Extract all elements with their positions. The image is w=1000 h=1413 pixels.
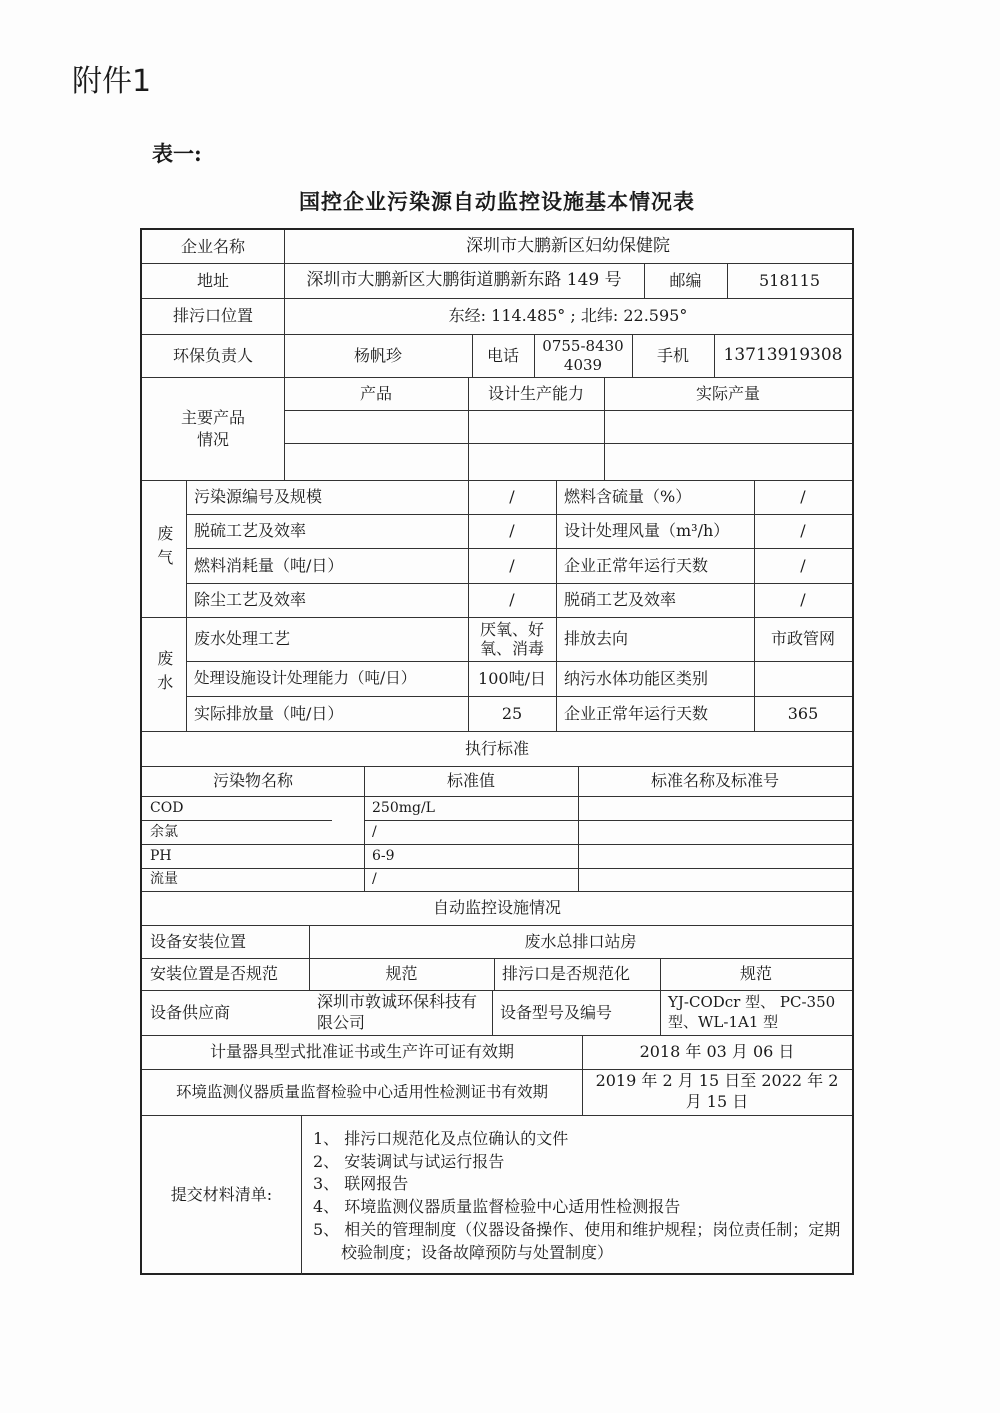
submission-list (301, 1128, 852, 1264)
standards-col-ref: 标准名称及标准号 (650, 771, 779, 791)
gas-row-1-value: / (509, 487, 515, 507)
table-label: 表一: (152, 141, 202, 166)
standard-row-3-ref (578, 844, 852, 868)
gas-row-3-value: / (509, 555, 515, 575)
install-std-value: 规范 (385, 964, 418, 984)
standard-row-2-ref (578, 820, 852, 844)
gas-row-4-value-2: / (800, 590, 806, 610)
standard-row-3-value: 6-9 (372, 847, 395, 864)
mobile-label: 手机 (656, 345, 689, 365)
standard-row-1-name: COD (150, 799, 184, 816)
location-label: 设备安装位置 (150, 931, 247, 951)
gas-row-2-value: / (509, 521, 515, 541)
contact-value: 杨帆珍 (353, 345, 402, 365)
attachment-label: 附件1 (72, 64, 152, 99)
products-col-actual: 实际产量 (695, 383, 760, 403)
water-row-2-value-2 (754, 661, 852, 696)
water-row-3-label: 实际排放量（吨/日） (194, 703, 344, 723)
info-table (140, 228, 854, 1275)
gas-row-2-label: 脱硫工艺及效率 (194, 521, 307, 541)
products-col-capacity: 设计生产能力 (487, 383, 584, 403)
outlet-std-value: 规范 (739, 964, 772, 984)
phone-value: 0755-84304039 (542, 336, 624, 374)
gas-row-1-label-2: 燃料含硫量（%） (564, 487, 692, 507)
standard-row-4-value: / (372, 871, 377, 888)
water-row-1-label: 废水处理工艺 (194, 629, 291, 649)
company-value: 深圳市大鹏新区妇幼保健院 (466, 236, 670, 257)
submission-label: 提交材料清单: (170, 1185, 273, 1205)
products-col-product: 产品 (359, 383, 392, 403)
waste-water-label: 废水 (154, 650, 174, 698)
standards-section-title: 执行标准 (464, 738, 529, 758)
products-label: 主要产品情况 (180, 407, 245, 449)
monitoring-section-title: 自动监控设施情况 (432, 898, 561, 918)
gas-row-1-label: 污染源编号及规模 (194, 487, 323, 507)
location-value: 废水总排口站房 (524, 931, 637, 951)
supplier-label: 设备供应商 (150, 1002, 231, 1022)
list-item: 5、 相关的管理制度（仪器设备操作、使用和维护规程；岗位责任制；定期校验制度；设备故障预防与处置制度） (313, 1219, 841, 1262)
water-row-2-label: 处理设施设计处理能力（吨/日） (194, 669, 417, 688)
water-row-1-value-2: 市政管网 (770, 629, 835, 649)
postcode-value: 518115 (758, 270, 821, 290)
list-item: 1、 排污口规范化及点位确认的文件 (313, 1129, 569, 1148)
mobile-value: 13713919308 (723, 345, 843, 366)
water-row-2-value: 100吨/日 (478, 668, 546, 688)
standard-row-4-ref (578, 868, 852, 891)
standard-row-4-name: 流量 (150, 871, 178, 888)
gas-row-4-label: 除尘工艺及效率 (194, 590, 307, 610)
company-label: 企业名称 (180, 236, 245, 256)
postcode-label: 邮编 (669, 270, 702, 290)
water-row-3-value: 25 (501, 703, 523, 723)
standard-row-1-ref (578, 796, 852, 820)
test-cert-value: 2019 年 2 月 15 日至 2022 年 2 月 15 日 (595, 1071, 839, 1111)
water-row-1-value: 厌氧、好氧、消毒 (479, 619, 544, 658)
list-item: 3、 联网报告 (313, 1174, 409, 1194)
outlet-label: 排污口位置 (172, 306, 253, 326)
meter-cert-value: 2018 年 03 月 06 日 (639, 1042, 795, 1062)
standard-row-2-value: / (372, 823, 377, 840)
outlet-std-label: 排污口是否规范化 (502, 964, 631, 984)
water-row-3-value-2: 365 (787, 703, 819, 723)
gas-row-2-value-2: / (800, 521, 806, 541)
model-label: 设备型号及编号 (500, 1002, 613, 1022)
address-value: 深圳市大鹏新区大鹏街道鹏新东路 149 号 (306, 270, 622, 291)
gas-row-3-label: 燃料消耗量（吨/日） (194, 555, 344, 575)
list-item: 2、 安装调试与试运行报告 (313, 1151, 505, 1171)
supplier-value: 深圳市敦诚环保科技有限公司 (317, 991, 478, 1032)
model-value: YJ-CODcr 型、 PC-350型、WL-1A1 型 (668, 993, 836, 1031)
gas-row-1-value-2: / (800, 487, 806, 507)
water-row-1-label-2: 排放去向 (564, 629, 629, 649)
page-title: 国控企业污染源自动监控设施基本情况表 (299, 189, 695, 214)
install-std-label: 安装位置是否规范 (150, 964, 279, 984)
standard-row-3-name: PH (150, 847, 172, 864)
meter-cert-label: 计量器具型式批准证书或生产许可证有效期 (209, 1042, 514, 1062)
standard-row-1-value: 250mg/L (372, 799, 435, 816)
standards-col-value: 标准值 (446, 771, 495, 791)
phone-label: 电话 (486, 345, 519, 365)
contact-label: 环保负责人 (172, 345, 253, 365)
water-row-3-label-2: 企业正常年运行天数 (564, 703, 709, 723)
gas-row-3-label-2: 企业正常年运行天数 (564, 555, 709, 575)
test-cert-label: 环境监测仪器质量监督检验中心适用性检测证书有效期 (175, 1082, 548, 1101)
standards-col-name: 污染物名称 (212, 771, 293, 791)
standard-row-2-name: 余氯 (150, 823, 178, 840)
address-label: 地址 (196, 270, 229, 290)
waste-gas-label: 废气 (154, 524, 174, 573)
list-item: 4、 环境监测仪器质量监督检验中心适用性检测报告 (313, 1197, 681, 1217)
gas-row-4-label-2: 脱硝工艺及效率 (564, 590, 677, 610)
gas-row-2-label-2: 设计处理风量（m³/h） (564, 521, 730, 541)
gas-row-3-value-2: / (800, 555, 806, 575)
gas-row-4-value: / (509, 590, 515, 610)
outlet-value: 东经: 114.485° ; 北纬: 22.595° (448, 306, 688, 326)
water-row-2-label-2: 纳污水体功能区类别 (564, 668, 709, 688)
